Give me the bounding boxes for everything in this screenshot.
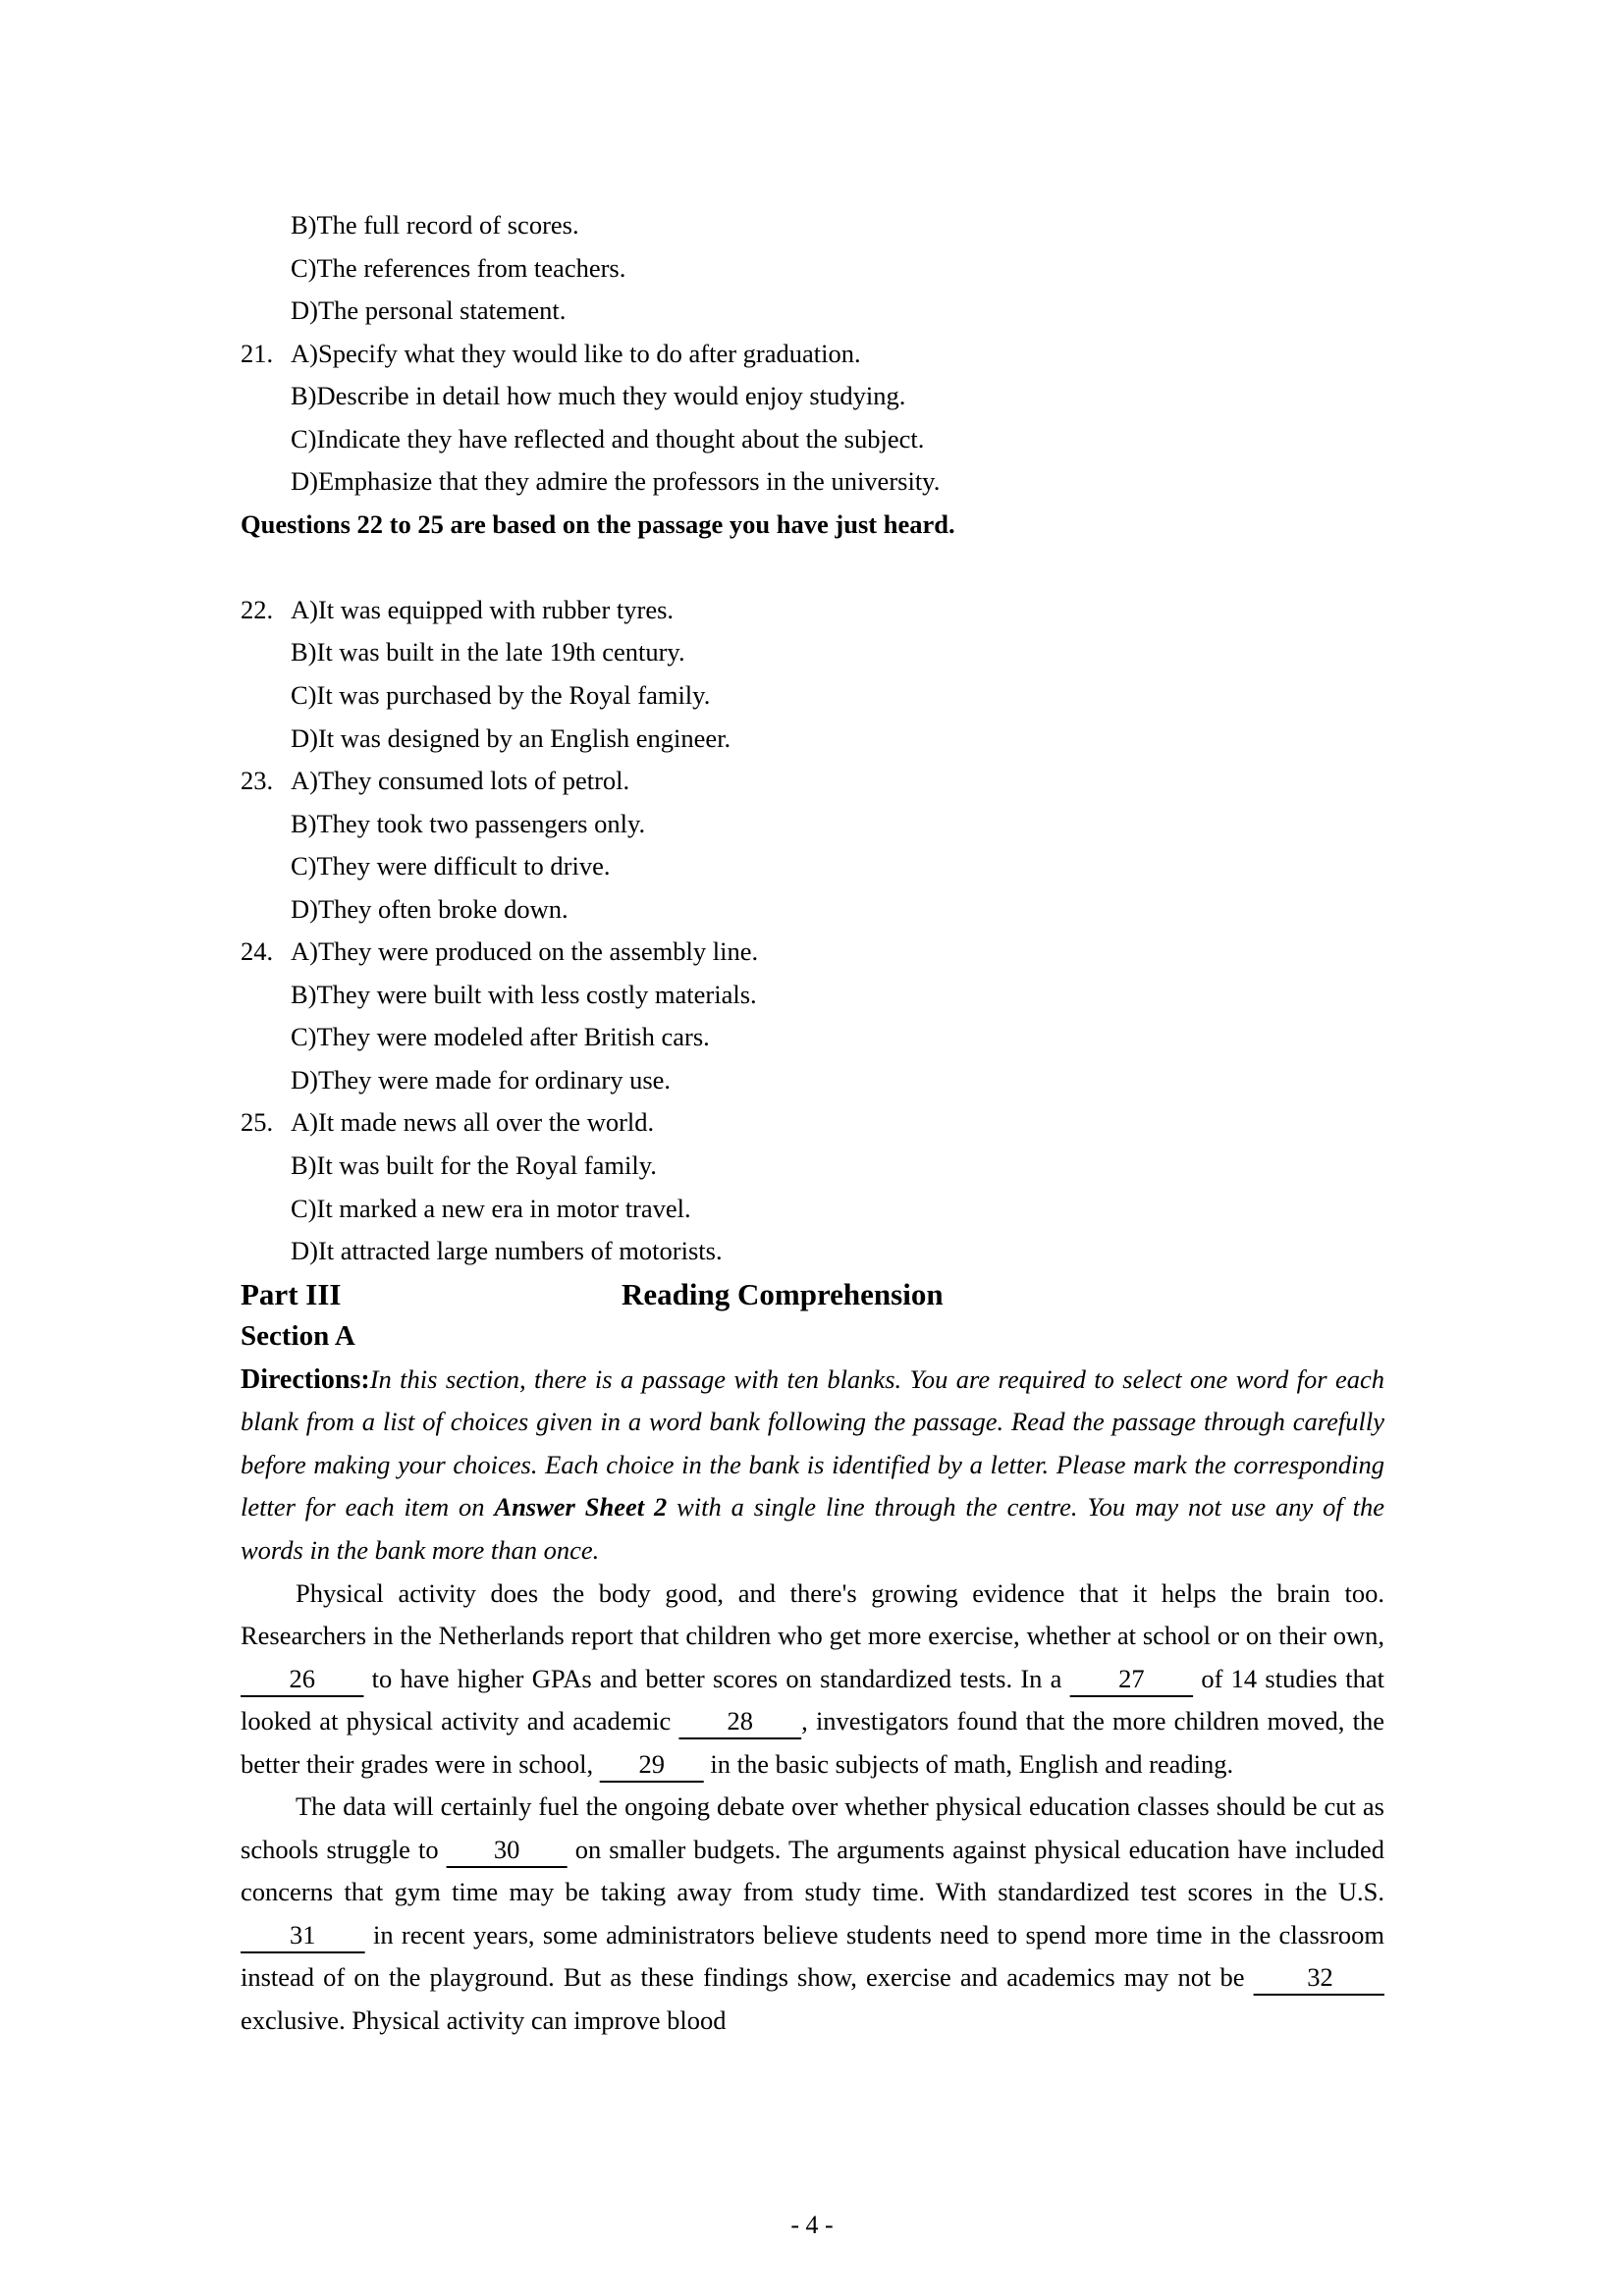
option-text: B)Describe in detail how much they would enjoy studying. — [291, 381, 906, 411]
cloze-blank-32: 32 — [1253, 1962, 1384, 1993]
question-number: 24. — [241, 936, 274, 967]
cloze-blank-26: 26 — [241, 1663, 364, 1693]
option-line — [241, 333, 1384, 376]
option-text: B)It was built in the late 19th century. — [291, 637, 685, 667]
option-text: A)They consumed lots of petrol. — [291, 766, 630, 796]
option-line — [241, 1016, 1384, 1059]
option-line — [241, 845, 1384, 888]
cloze-blank-27: 27 — [1069, 1663, 1194, 1693]
option-line — [241, 718, 1384, 761]
option-line — [241, 418, 1384, 461]
option-line — [241, 589, 1384, 632]
option-text: B)They took two passengers only. — [291, 808, 646, 838]
option-line — [241, 1145, 1384, 1188]
option-line — [241, 460, 1384, 504]
option-text: A)It was equipped with rubber tyres. — [291, 594, 675, 624]
page-number: - 4 - — [790, 2211, 834, 2239]
option-line — [241, 1101, 1384, 1145]
cloze-blank-30: 30 — [446, 1834, 568, 1864]
option-text: D)The personal statement. — [291, 295, 567, 326]
option-text: D)Emphasize that they admire the professors in the university. — [291, 466, 941, 497]
questions-note — [241, 504, 1384, 547]
option-text: C)It was purchased by the Royal family. — [291, 680, 711, 711]
option-text: B)It was built for the Royal family. — [291, 1150, 657, 1181]
cloze-blank-28: 28 — [678, 1706, 802, 1736]
page-content — [241, 204, 1384, 2043]
option-line — [241, 247, 1384, 291]
question-number: 22. — [241, 594, 274, 624]
option-text: A)They were produced on the assembly line. — [291, 936, 759, 967]
option-line — [241, 375, 1384, 418]
option-text: A)Specify what they would like to do after graduation. — [291, 338, 861, 368]
directions-segment: with a single line through the centre. You may not use any of the words in the bank more than once. — [241, 1492, 1385, 1565]
option-text: B)They were built with less costly materials. — [291, 979, 757, 1009]
directions-text — [241, 1364, 1384, 1565]
option-text: D)They were made for ordinary use. — [291, 1064, 672, 1095]
option-text: B)The full record of scores. — [291, 210, 579, 240]
option-line — [241, 888, 1384, 932]
option-text: D)They often broke down. — [291, 893, 568, 924]
option-line — [241, 1059, 1384, 1102]
passage-paragraph: The data will certainly fuel the ongoing debate over whether physical education classes should be cut as schools struggle to 30 on smaller budgets. The arguments against physical education have included concerns that gym time may be taking away from study time. With standardized test scores in the U.S. 31 in recent years, some administrators believe students need to spend more time in the classroom instead of on the playground. But as these findings show, exercise and academics may not be 32 exclusive. Physical activity can improve blood — [241, 1791, 1385, 2035]
cloze-blank-29: 29 — [599, 1748, 704, 1779]
directions-segment: In this section, there is a passage with ten blanks. You are required to select one word for each blank from a list of choices given in a word bank following the passage. Read the passage through carefully before making your choices. Each choice in the bank is identified by a letter. Please mark the corresponding letter for each item on — [241, 1363, 1384, 1522]
passage-paragraph: Physical activity does the body good, and there's growing evidence that it helps the brain too. Researchers in the Netherlands report that children who get more exercise, whether at school or on their own, 26 to have higher GPAs and better scores on standardized tests. In a 27 of 14 studies that looked at physical activity and academic 28 , investigators found that the more children moved, the better their grades were in school, 29 in the basic subjects of math, English and reading. — [241, 1577, 1384, 1779]
option-line — [241, 204, 1384, 247]
option-line — [241, 1188, 1384, 1231]
option-text: D)It was designed by an English engineer. — [291, 722, 731, 753]
option-line — [241, 290, 1384, 333]
question-number: 21. — [241, 338, 274, 368]
question-number: 23. — [241, 766, 274, 796]
option-text: C)They were difficult to drive. — [291, 851, 611, 881]
question-number: 25. — [241, 1107, 274, 1138]
directions-paragraph — [241, 1359, 1384, 1573]
part-title: Reading Comprehension — [622, 1276, 944, 1311]
option-text: A)It made news all over the world. — [291, 1107, 655, 1138]
option-text: C)It marked a new era in motor travel. — [291, 1193, 691, 1223]
option-text: C)Indicate they have reflected and thought about the subject. — [291, 423, 925, 454]
questions-note-text: Questions 22 to 25 are based on the passage you have just heard. — [241, 508, 955, 539]
option-line — [241, 1230, 1384, 1273]
option-text: C)They were modeled after British cars. — [291, 1022, 710, 1052]
blank-line-spacer — [241, 546, 1384, 589]
option-line — [241, 760, 1384, 803]
directions-label: Directions: — [241, 1363, 370, 1395]
cloze-blank-31: 31 — [241, 1919, 365, 1949]
option-text: D)It attracted large numbers of motorists. — [291, 1236, 723, 1266]
option-text: C)The references from teachers. — [291, 252, 626, 283]
option-line — [241, 803, 1384, 846]
option-line — [241, 631, 1384, 674]
part3-heading-row — [241, 1273, 1384, 1316]
option-line — [241, 931, 1384, 974]
listening-questions-list — [241, 204, 1384, 1273]
cloze-passage — [241, 1573, 1384, 2043]
section-a-label: Section A — [241, 1320, 355, 1353]
answer-sheet-ref: Answer Sheet 2 — [494, 1492, 668, 1522]
option-line — [241, 674, 1384, 718]
option-line — [241, 974, 1384, 1017]
part-label: Part III — [241, 1276, 342, 1311]
